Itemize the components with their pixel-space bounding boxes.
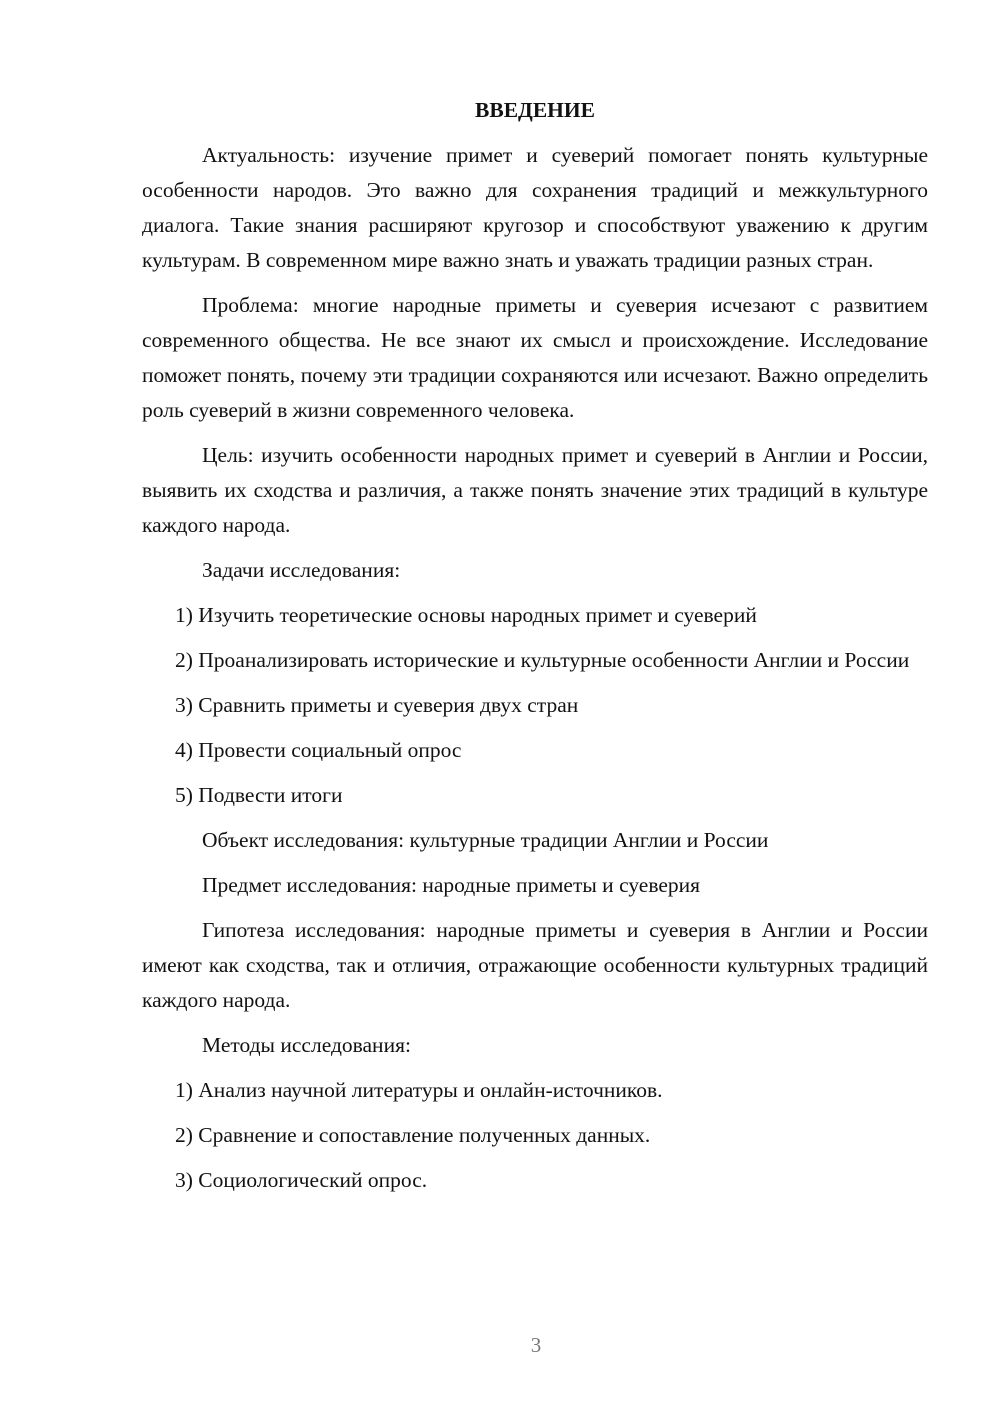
methods-heading: Методы исследования:	[202, 1033, 411, 1057]
tasks-heading: Задачи исследования:	[202, 558, 401, 582]
research-object: Объект исследования: культурные традиции Англии и России	[202, 828, 769, 852]
page-number: 3	[530, 1333, 542, 1357]
task-item-3: 3) Сравнить приметы и суеверия двух стран	[175, 693, 579, 717]
task-item-2: 2) Проанализировать исторические и культурные особенности Англии и России	[175, 648, 910, 672]
relevance-paragraph: Актуальность: изучение примет и суеверий помогает понять культурные особенности народов. Это важно для сохранения традиций и межкультурного диалога. Такие знания расширяют кругозор и способствуют уважению к другим культурам. В современном мире важно знать и уважать традиции разных стран.	[142, 143, 928, 272]
method-item-3: 3) Социологический опрос.	[175, 1168, 428, 1192]
research-hypothesis: Гипотеза исследования: народные приметы и суеверия в Англии и России имеют как сходства, так и отличия, отражающие особенности культурных традиций каждого народа.	[142, 918, 928, 1012]
document-page	[142, 93, 928, 1208]
section-title: ВВЕДЕНИЕ	[475, 98, 595, 122]
research-subject: Предмет исследования: народные приметы и суеверия	[202, 873, 701, 897]
task-item-4: 4) Провести социальный опрос	[175, 738, 462, 762]
task-item-1: 1) Изучить теоретические основы народных примет и суеверий	[175, 603, 757, 627]
problem-paragraph: Проблема: многие народные приметы и суеверия исчезают с развитием современного общества. Не все знают их смысл и происхождение. Исследование поможет понять, почему эти традиции сохраняются или исчезают. Важно определить роль суеверий в жизни современного человека.	[142, 293, 928, 422]
task-item-5: 5) Подвести итоги	[175, 783, 343, 807]
method-item-1: 1) Анализ научной литературы и онлайн-источников.	[175, 1078, 663, 1102]
method-item-2: 2) Сравнение и сопоставление полученных данных.	[175, 1123, 651, 1147]
goal-paragraph: Цель: изучить особенности народных примет и суеверий в Англии и России, выявить их сходства и различия, а также понять значение этих традиций в культуре каждого народа.	[142, 443, 928, 537]
